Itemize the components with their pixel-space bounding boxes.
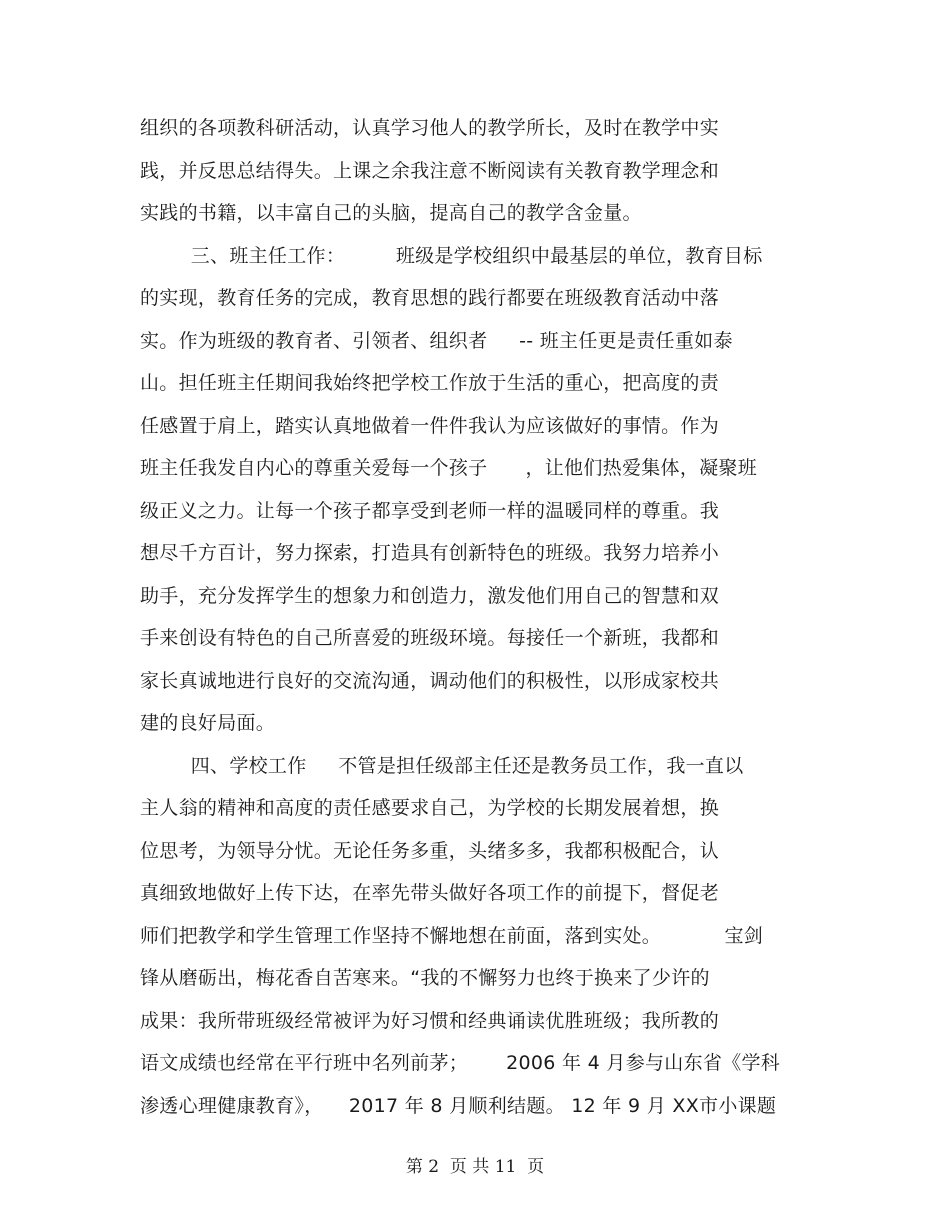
text-line: 位思考，为领导分忧。无论任务多重，头绪多多，我都积极配合，认 [140, 839, 720, 862]
section-heading-line: 四、学校工作 不管是担任级部主任还是教务员工作，我一直以 [140, 754, 744, 777]
text-line: 实。作为班级的教育者、引领者、组织者 -- 班主任更是责任重如泰 [140, 329, 733, 352]
text-line: 山。担任班主任期间我始终把学校工作放于生活的重心，把高度的责 [140, 372, 720, 394]
text-line: 语文成绩也经常在平行班中名列前茅； 2006 年 4 月参与山东省《学科 [140, 1052, 781, 1074]
text-line: 班主任我发自内心的尊重关爱每一个孩子 ，让他们热爱集体，凝聚班 [140, 457, 758, 479]
text-line: 实践的书籍，以丰富自己的头脑，提高自己的教学含金量。 [140, 202, 642, 224]
text-line: 手来创设有特色的自己所喜爱的班级环境。每接任一个新班，我都和 [140, 627, 720, 649]
page-number-footer: 第 2 页 共 11 页 [405, 1157, 545, 1177]
text-line: 建的良好局面。 [140, 712, 276, 734]
text-line: 真细致地做好上传下达，在率先带头做好各项工作的前提下，督促老 [140, 882, 720, 904]
text-line: 级正义之力。让每一个孩子都享受到老师一样的温暖同样的尊重。我 [140, 499, 720, 522]
text-line: 助手，充分发挥学生的想象力和创造力，激发他们用自己的智慧和双 [140, 584, 720, 607]
text-line: 师们把教学和学生管理工作坚持不懈地想在前面，落到实处。 宝剑 [140, 924, 764, 947]
text-line: 组织的各项教科研活动，认真学习他人的教学所长，及时在教学中实 [140, 117, 720, 139]
text-line: 家长真诚地进行良好的交流沟通，调动他们的积极性，以形成家校共 [140, 669, 720, 692]
text-line: 成果：我所带班级经常被评为好习惯和经典诵读优胜班级；我所教的 [140, 1009, 720, 1032]
text-line: 想尽千方百计，努力探索，打造具有创新特色的班级。我努力培养小 [140, 542, 720, 564]
text-line: 任感置于肩上，踏实认真地做着一件件我认为应该做好的事情。作为 [140, 414, 720, 437]
text-line: 主人翁的精神和高度的责任感要求自己，为学校的长期发展着想，换 [140, 797, 720, 819]
section-heading-line: 三、班主任工作： 班级是学校组织中最基层的单位，教育目标 [140, 244, 763, 267]
body-text [140, 112, 820, 1132]
text-line: 践，并反思总结得失。上课之余我注意不断阅读有关教育教学理念和 [140, 159, 720, 182]
text-line: 的实现，教育任务的完成，教育思想的践行都要在班级教育活动中落 [140, 287, 720, 309]
text-line: 锋从磨砺出，梅花香自苦寒来。“我的不懈努力也终于换来了少许的 [140, 967, 710, 989]
text-line: 渗透心理健康教育》， 2017 年 8 月顺利结题。 12 年 9 月 XX市小课题 [140, 1094, 777, 1117]
